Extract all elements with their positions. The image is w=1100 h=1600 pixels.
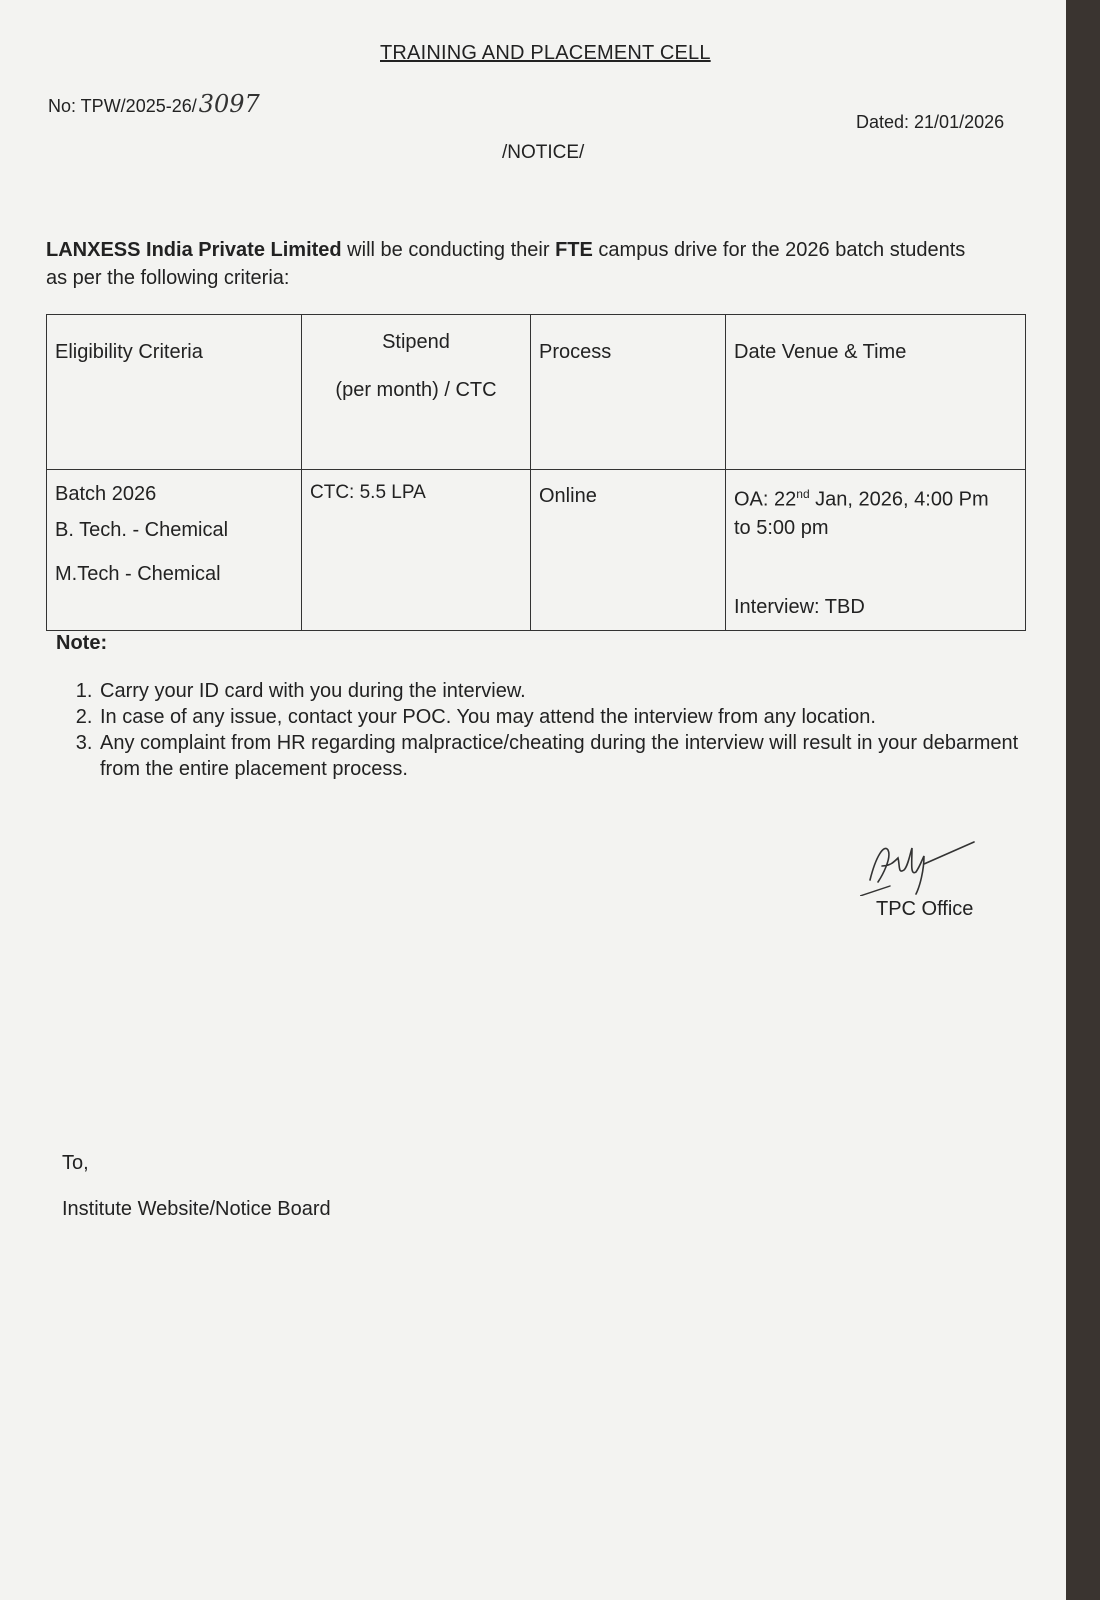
- note-label: Note:: [56, 632, 108, 654]
- notes-list: [58, 678, 1038, 782]
- criteria-table: [46, 314, 1026, 631]
- notice-date: Dated: 21/01/2026: [856, 112, 1005, 132]
- to-label: To,: [62, 1152, 89, 1174]
- reference-handwritten-number: 3097: [198, 90, 260, 118]
- oa-schedule: [734, 480, 1017, 514]
- list-item: 2. In case of any issue, contact your POC. You may attend the interview from any location.: [98, 704, 1038, 730]
- list-item: 1. Carry your ID card with you during the interview.: [98, 678, 1038, 704]
- company-name: LANXESS India Private Limited: [46, 239, 342, 261]
- signature-scribble: [860, 836, 980, 896]
- table-header-row: [47, 315, 1026, 470]
- ctc-cell: [302, 470, 531, 631]
- to-destination: Institute Website/Notice Board: [62, 1198, 331, 1220]
- interview-schedule: Interview: TBD: [734, 595, 865, 618]
- header-stipend: [302, 315, 531, 470]
- header-stipend-line2: (per month) / CTC: [335, 379, 497, 401]
- reference-prefix: No: TPW/2025-26/: [48, 96, 197, 116]
- oa-rest: Jan, 2026, 4:00 Pm: [809, 488, 989, 511]
- eligibility-btech: B. Tech. - Chemical: [55, 519, 229, 541]
- ctc-value: CTC: 5.5 LPA: [310, 482, 426, 503]
- reference-number: [48, 90, 260, 118]
- intro-middle: will be conducting their: [341, 239, 556, 261]
- header-title: TRAINING AND PLACEMENT CELL: [380, 42, 711, 64]
- oa-suffix: nd: [796, 487, 810, 501]
- oa-schedule-line2: to 5:00 pm: [734, 516, 829, 539]
- eligibility-batch: Batch 2026: [55, 483, 157, 505]
- process-cell: [531, 470, 726, 631]
- header-date-venue: Date Venue & Time: [726, 315, 1026, 470]
- intro-paragraph: [46, 236, 966, 292]
- process-value: Online: [539, 485, 597, 507]
- notice-title: /NOTICE/: [502, 142, 585, 163]
- schedule-cell: [726, 470, 1026, 631]
- signature-office: TPC Office: [876, 898, 974, 920]
- header-stipend-line1: Stipend: [382, 331, 450, 353]
- fte-label: FTE: [555, 239, 593, 261]
- header-process: Process: [531, 315, 726, 470]
- oa-prefix: OA: 22: [734, 488, 797, 511]
- eligibility-mtech: M.Tech - Chemical: [55, 563, 221, 585]
- eligibility-cell: [47, 470, 302, 631]
- list-item: 3. Any complaint from HR regarding malpractice/cheating during the interview will result in your debarment from the entire placement process.: [98, 730, 1038, 782]
- intro-end: campus drive for the 2026 batch students as per the following criteria:: [46, 239, 966, 289]
- header-eligibility: Eligibility Criteria: [47, 315, 302, 470]
- table-row: [47, 470, 1026, 631]
